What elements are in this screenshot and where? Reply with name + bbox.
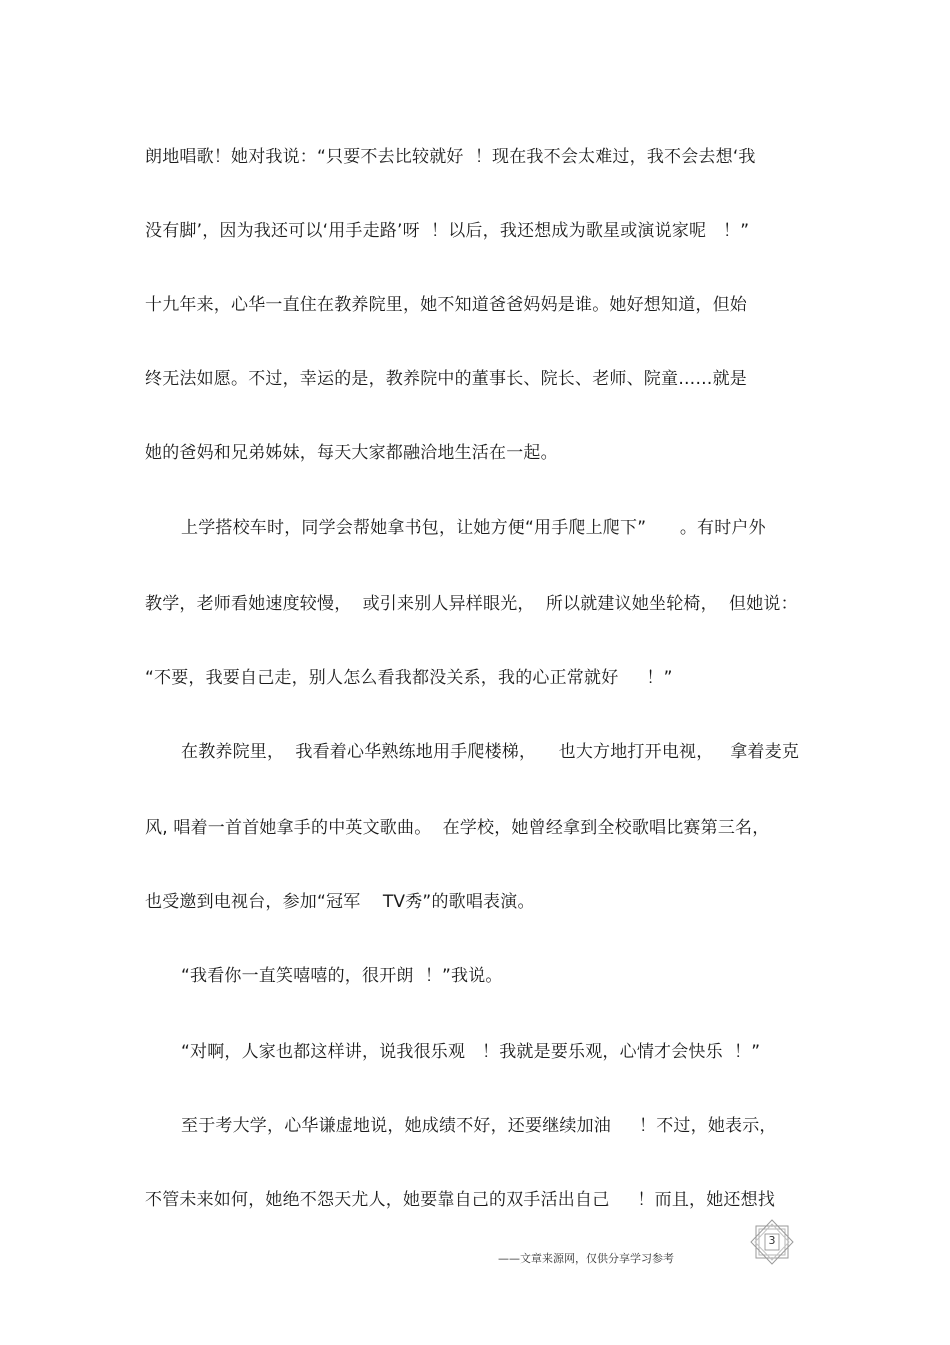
body-line-15: 不管未来如何，她绝不怨天尤人，她要靠自己的双手活出自己 ！而且，她还想找	[145, 1190, 776, 1210]
body-line-11: 也受邀到电视台，参加“冠军 TV秀”的歌唱表演。	[145, 892, 535, 912]
body-line-14: 至于考大学，心华谦虚地说，她成绩不好，还要继续加油 ！不过，她表示，	[181, 1116, 777, 1136]
body-line-12: “我看你一直笑嘻嘻的，很开朗 ！”我说。	[181, 966, 503, 986]
body-line-8: “不要，我要自己走，别人怎么看我都没关系，我的心正常就好 ！”	[145, 668, 673, 688]
body-line-13: “对啊，人家也都这样讲，说我很乐观 ！我就是要乐观，心情才会快乐 ！”	[181, 1042, 761, 1062]
body-line-7: 教学，老师看她速度较慢， 或引来别人异样眼光， 所以就建议她坐轮椅， 但她说：	[145, 594, 798, 614]
body-line-4: 终无法如愿。不过，幸运的是，教养院中的董事长、院长、老师、院童……就是	[145, 369, 747, 389]
body-line-6: 上学搭校车时，同学会帮她拿书包，让她方便“用手爬上爬下” 。有时户外	[181, 518, 766, 538]
body-line-9: 在教养院里， 我看着心华熟练地用手爬楼梯， 也大方地打开电视， 拿着麦克	[181, 742, 800, 762]
body-line-5: 她的爸妈和兄弟姊妹，每天大家都融洽地生活在一起。	[145, 443, 558, 463]
body-line-1: 朗地唱歌！她对我说：“只要不去比较就好 ！现在我不会太难过，我不会去想‘我	[145, 147, 756, 167]
body-line-2: 没有脚’，因为我还可以‘用手走路’呀 ！以后，我还想成为歌星或演说家呢 ！”	[145, 221, 750, 241]
page-number-badge	[748, 1219, 796, 1265]
body-line-3: 十九年来，心华一直住在教养院里，她不知道爸爸妈妈是谁。她好想知道，但始	[145, 295, 747, 315]
footer-source-note: ——文章来源网，仅供分享学习参考	[498, 1252, 674, 1265]
body-line-10: 风, 唱着一首首她拿手的中英文歌曲。 在学校，她曾经拿到全校歌唱比赛第三名，	[145, 818, 770, 838]
page-number: 3	[768, 1234, 776, 1247]
